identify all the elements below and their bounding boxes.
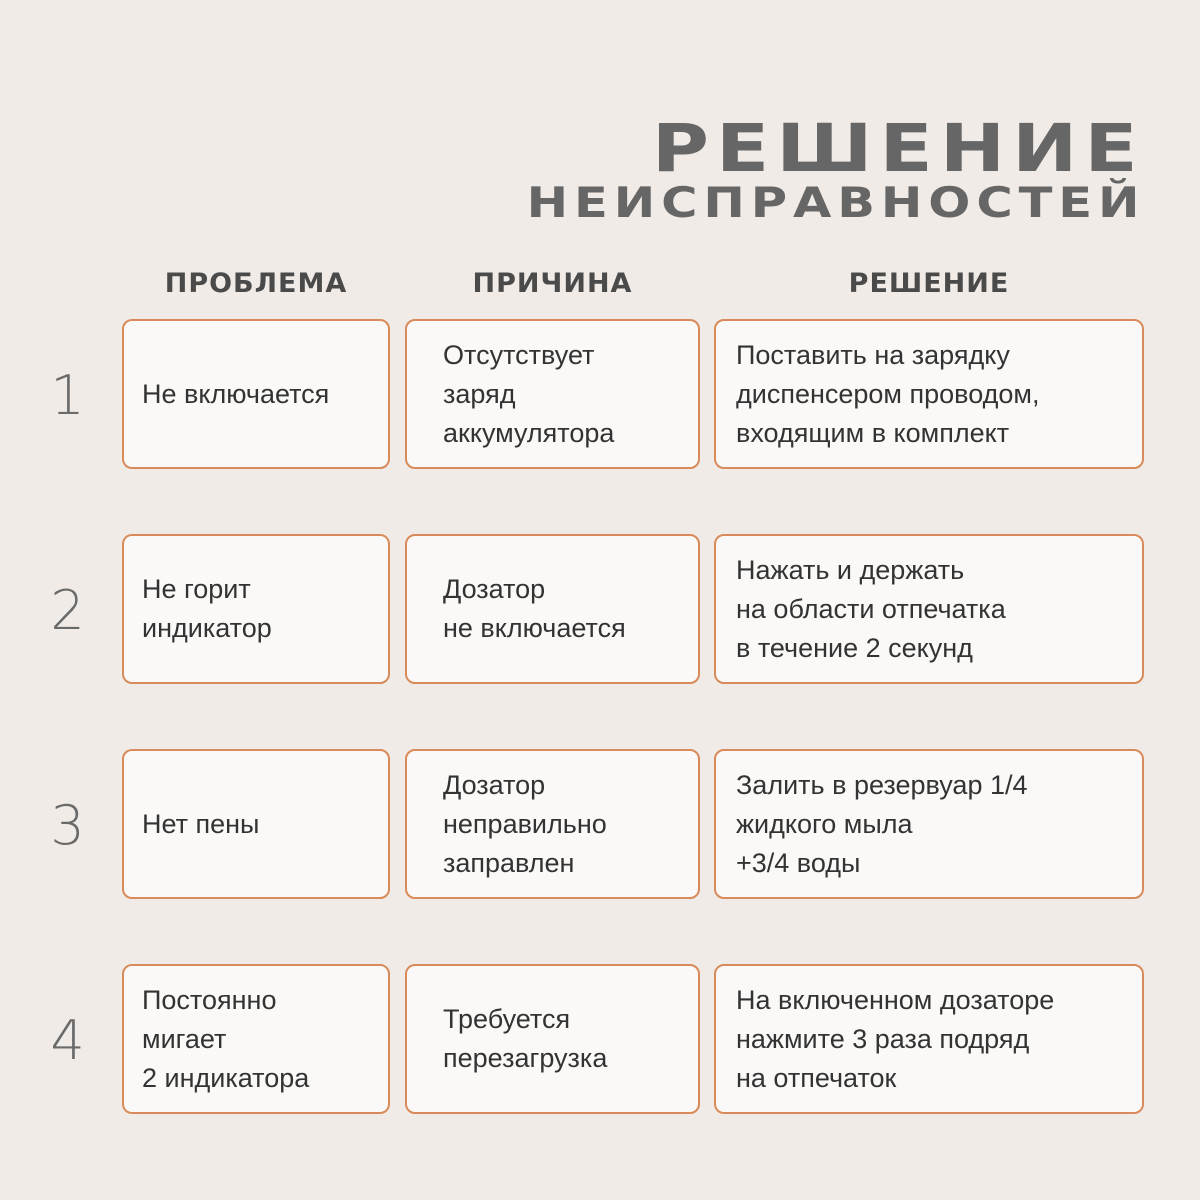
solution-cell: Нажать и держать на области отпечатка в течение 2 секунд bbox=[714, 534, 1144, 684]
column-header-solution: РЕШЕНИЕ bbox=[848, 268, 1010, 299]
solution-cell: На включенном дозаторе нажмите 3 раза подряд на отпечаток bbox=[714, 964, 1144, 1114]
row-number: 1 bbox=[50, 364, 85, 427]
page-title-line1: РЕШЕНИЕ bbox=[652, 110, 1145, 187]
problem-cell: Не горит индикатор bbox=[122, 534, 390, 684]
cause-cell: Отсутствует заряд аккумулятора bbox=[405, 319, 700, 469]
row-number: 4 bbox=[50, 1009, 85, 1072]
row-number: 2 bbox=[50, 579, 85, 642]
problem-cell: Не включается bbox=[122, 319, 390, 469]
cause-cell: Дозатор не включается bbox=[405, 534, 700, 684]
solution-cell: Поставить на зарядку диспенсером проводом, входящим в комплект bbox=[714, 319, 1144, 469]
row-number: 3 bbox=[50, 794, 85, 857]
cause-cell: Дозатор неправильно заправлен bbox=[405, 749, 700, 899]
column-header-problem: ПРОБЛЕМА bbox=[164, 268, 348, 299]
column-header-cause: ПРИЧИНА bbox=[472, 268, 633, 299]
cause-cell: Требуется перезагрузка bbox=[405, 964, 700, 1114]
page-title-line2: НЕИСПРАВНОСТЕЙ bbox=[526, 178, 1145, 227]
problem-cell: Нет пены bbox=[122, 749, 390, 899]
solution-cell: Залить в резервуар 1/4 жидкого мыла +3/4 воды bbox=[714, 749, 1144, 899]
problem-cell: Постоянно мигает 2 индикатора bbox=[122, 964, 390, 1114]
